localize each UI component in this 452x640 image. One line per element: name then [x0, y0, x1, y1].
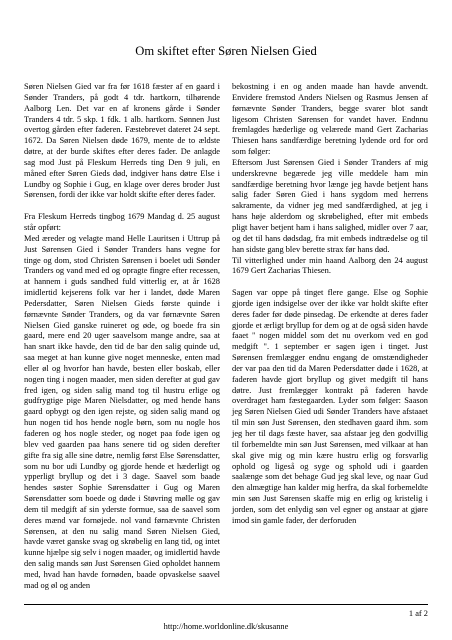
right-column	[232, 82, 428, 537]
footer-url[interactable]: http://home.worldonline.dk/skusanne	[163, 622, 289, 631]
left-column	[24, 82, 220, 603]
paragraph: Fra Fleskum Herreds tingbog 1679 Mandag d. 25 august står opført: Med æreder og velagte mand Helle Lauritsen i Uttrup på Just Sørensen Gied i Sønder Tranders hans vegne for tinge og dom, stod Christen Sørensen i boelet udi Sønder Tranders og vand med ed og opragte fingre efter recessen, at hannem i guds sandhed fuld vitterlig er, at år 1628 imidlertid kejserens folk var her i landet, døde Maren Pedersdatter, Søren Nielsen Gieds første quinde i førnævnte Sønder Tranders, og da var førnævnte Søren Nielsen Gied ganske ruineret og øde, og boede fra sin gaard, mere end 20 uger saavelsom mange andre, saa at han snart ikke havde, den tid de bar den salig quinde ud, saa meget at han kunne give noget menneske, enten mad eller øl og hvorfor han havde, besten eller boskab, eller nogen ting i nogen maader, men siden derefter at gud gav fred igen, og siden salig mand tog til hustru erlige og gudfrygtige pige Maren Nielsdatter, og med hende hans gaard opbygt og den igen rejste, og siden salig mand og hun nogen tid hos hende nogle børn, som nu nogle hos faderen og hos nogle steder, og noget paa fode igen og blev ved gaarden paa hans senere tid og siden derefter gifte fra sig alle sine døtre, nemlig først Else Sørensdatter, som nu bor udi Lundby og gjorde hende et hæderligt og ypperligt bryllup og det i 3 dage. Saavel som baade hendes søster Sophie Sørensdatter i Gug og Maren Sørensdatter som boede og døde i Støvring mølle og gav dem til medgift af sin yderste formue, saa de saavel som deres mænd var fornøjede. nol vand førnævnte Christen Sørensen, at den nu salig mand Søren Nielsen Gied, havde været ganske svag og skrøbelig en lang tid, og intet kunne hjælpe sig selv i nogen maader, og imidlertid havde den salig mands søn Just Sørensen Gied opholdet hannem med, hvad han havde fornøden, baade opvaskelse saavel mad og øl og anden	[24, 212, 220, 590]
paragraph: Sagen var oppe på tinget flere gange. Else og Sophie gjorde igen indsigelse over der ikke var holdt skifte efter deres fader før døde pinsedag. De erkendte at deres fader gjorde et ærligt bryllup for dem og at de også siden havde faaet " nogen middel som det nu overkom ved en god medgift ". 1 september er sagen igen i tinget. Just Sørensen fremlægger endnu engang de omstændigheder der var paa den tid da Maren Pedersdatter døde i 1628, at faderen havde gjort bryllup og givet medgift til hans døtre. Just fremlægger kontrakt på faderen havde overdraget ham fæstegaarden. Lyder som følger: Saason jeg Søren Nielsen Gied udi Sønder Tranders have afstaaet til min søn Just Sørensen, den stedhaven gaard ihm. som jeg her til dags fæste haver, saa afstaar jeg den godvillig til forbemeldte min søn Just Sørensen, med vilkaar at han skal give mig og min kære hustru erlig og forsvarlig ophold og ligeså og syge og sphold udi i gaarden saalænge som det behage Gud jeg skal leve, og naar Gud den almægtige han kalder mig herfra, da skal forbemeldte min søn Just Sørensen skaffe mig en erlig og kristelig i jorden, som det enlydig søn vel egner og anstaar at gjøre imod sin gamle fader, der derforuden	[232, 288, 428, 525]
footer-divider	[24, 604, 428, 605]
page-number: 1 af 2	[408, 609, 428, 618]
paragraph: Søren Nielsen Gied var fra før 1618 fæster af en gaard i Sønder Tranders, på godt 4 tdr. hartkorn, tilhørende Aalborg Len. Det var en af kronens gårde i Sønder Tranders 4 tdr. 5 skp. 1 fdk. 1 alb. hartkorn. Sønnen Just overtog gården efter faderen. Fæstebrevet dateret 24 sept. 1672. Da Søren Nielsen døde 1679, mente de to ældste døtre, at der burde skiftes efter deres fader. De anlagde sag mod Just på Fleskum Herreds ting Den 9 juli, en måned efter Søren Gieds død, indgiver hans døtre Else i Lundby og Sophie i Gug, en klage over deres broder Just Sørensen, fordi der ikke var holdt skifte efter deres fader.	[24, 82, 220, 200]
page-title: Om skiftet efter Søren Nielsen Gied	[135, 44, 317, 58]
paragraph: bekostning i en og anden maade han havde anvendt. Envidere fremstod Anders Nielsen og Rasmus Jensen af førnævnte Sønder Tranders, begge svarer blot sandt ligesom Christen Sørensen for vandet haver. Endnnu fremlagdes hæderlige og velærede mand Gert Zacharias Thiesen hans sandfærdige beretning lydende ord for ord som følger: Eftersom Just Sørensen Gied i Sønder Tranders af mig underskrevne begærede jeg ville meddele ham min sandfærdige beretning hvor længe jeg havde betjent hans salig fader Søren Gied i hans sygdom med herrens sakramente, da vidner jeg med sandfærdighed, at jeg i hans høje alderdom og skrøbelighed, efter mit embeds pligt haver betjent ham i hans salighed, midler over 7 aar, og det til hans dødsdag, fra mit embeds indtrædelse og til han sidste gang blev berette strax før hans død. Til vitterlighed under min haand Aalborg den 24 august 1679 Gert Zacharias Thiesen.	[232, 82, 428, 276]
